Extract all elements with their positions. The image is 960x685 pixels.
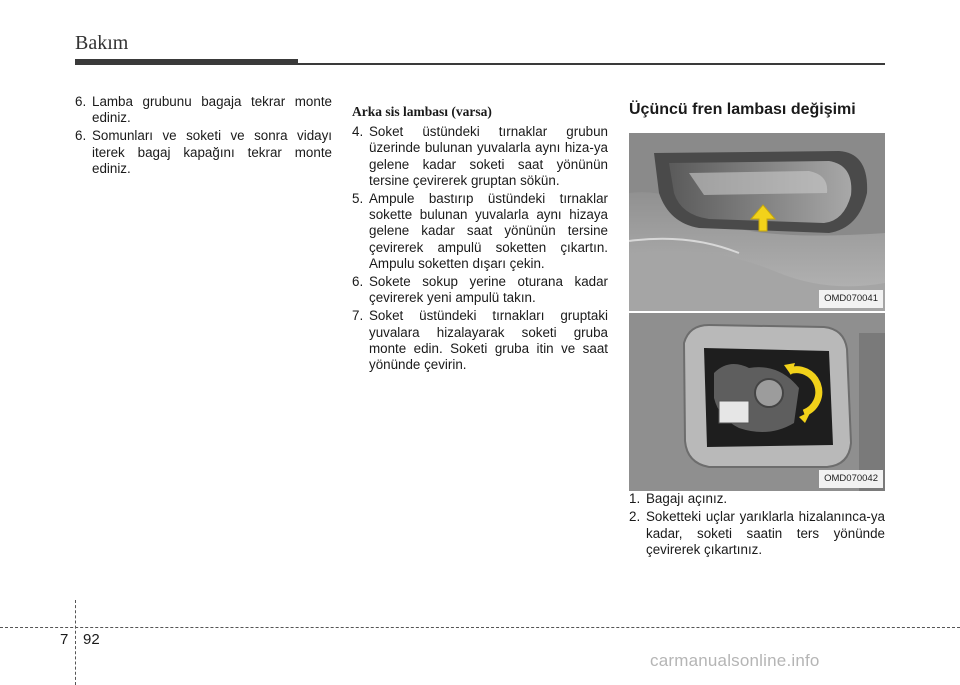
header-rule-thin — [298, 63, 885, 65]
step-number: 1. — [629, 491, 641, 507]
step-text: Sokete sokup yerine oturana kadar çevirerek yeni ampulü takın. — [369, 274, 608, 306]
footer-divider — [75, 600, 76, 685]
footer-rule — [0, 627, 960, 628]
figure-code-label: OMD070042 — [819, 470, 883, 488]
socket-illustration — [629, 313, 885, 491]
figure-tail-lamp — [629, 133, 885, 311]
list-item — [352, 308, 608, 373]
list-item — [75, 94, 332, 126]
section-subheading: Arka sis lambası (varsa) — [352, 104, 492, 119]
list-item — [629, 491, 885, 507]
chapter-number: 7 — [60, 631, 69, 648]
step-number: 6. — [352, 274, 364, 290]
step-list — [75, 94, 332, 177]
list-item — [352, 124, 608, 189]
step-text: Soket üstündeki tırnakları gruptaki yuvalara hizalayarak soketi gruba monte edin. Soketi gruba itin ve saat yönünde çevirin. — [369, 308, 608, 373]
header-rule-thick — [75, 59, 298, 65]
step-text: Soketteki uçlar yarıklarla hizalanınca-ya kadar, soketi saatin ters yönünde çevirerek çıkartınız. — [646, 509, 885, 557]
step-number: 2. — [629, 509, 641, 525]
column-3 — [629, 102, 885, 560]
column-2 — [352, 104, 608, 375]
step-number: 6. — [75, 94, 87, 109]
list-item — [352, 191, 608, 272]
step-number: 4. — [352, 124, 364, 140]
tail-lamp-illustration — [629, 133, 885, 311]
step-text: Bagajı açınız. — [646, 491, 728, 507]
step-text: Somunları ve soketi ve sonra vidayı iterek bagaj kapağını tekrar monte ediniz. — [92, 128, 332, 176]
column-1 — [75, 94, 332, 179]
list-item — [352, 274, 608, 306]
step-list — [352, 124, 608, 373]
list-item — [75, 128, 332, 177]
step-list — [629, 491, 885, 558]
section-title: Üçüncü fren lambası değişimi — [629, 101, 856, 118]
list-item — [629, 509, 885, 558]
step-number: 7. — [352, 308, 364, 324]
step-text: Lamba grubunu bagaja tekrar monte ediniz. — [92, 94, 332, 126]
step-text: Ampule bastırıp üstündeki tırnaklar sokette bulunan yuvalarla aynı hizaya gelene kadar saat yönünün tersine çevirerek ampulü soketten çıkartın. Ampulu soketten dışarı çekin. — [369, 191, 608, 271]
step-number: 5. — [352, 191, 364, 207]
step-number: 6. — [75, 128, 87, 144]
page-header-title: Bakım — [75, 32, 129, 54]
figure-socket — [629, 313, 885, 491]
page-number: 92 — [83, 631, 100, 648]
watermark: carmanualsonline.info — [650, 651, 820, 670]
step-text: Soket üstündeki tırnaklar grubun üzerinde bulunan yuvalarla aynı hiza-ya gelene kadar soketi saat yönünün tersine çevirerek gruptan sökün. — [369, 124, 608, 188]
figure-code-label: OMD070041 — [819, 290, 883, 308]
